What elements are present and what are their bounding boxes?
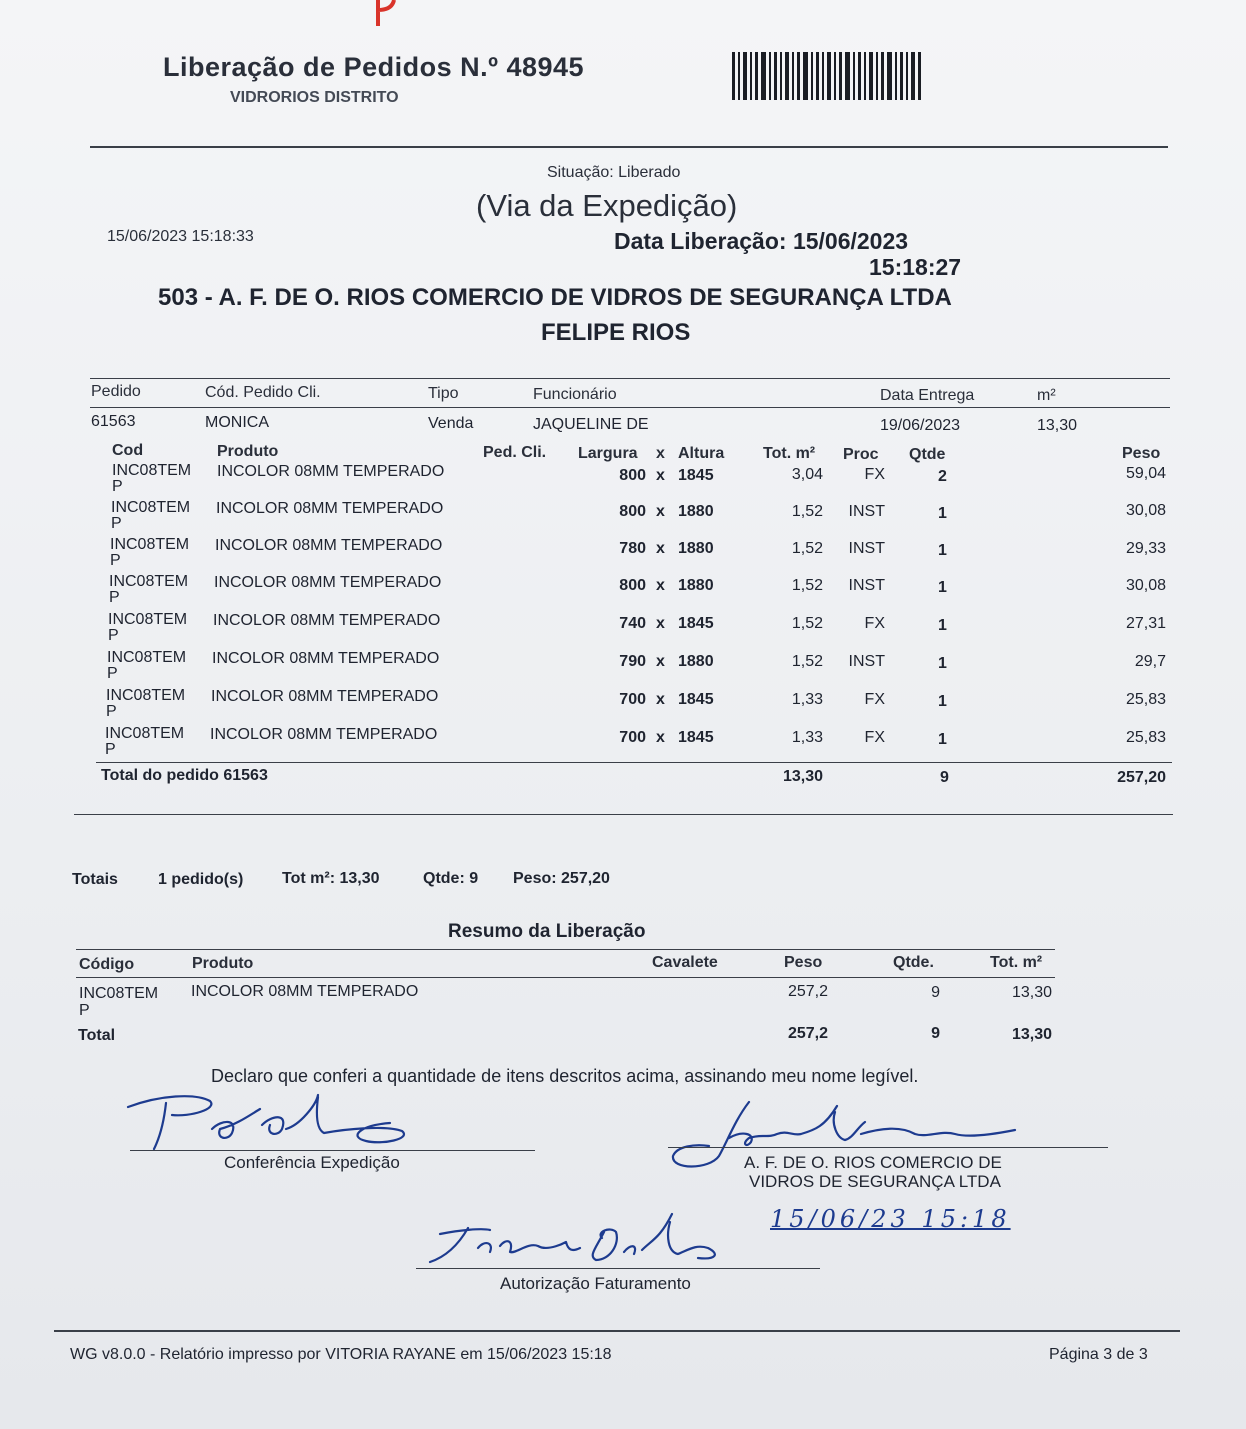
cell-largura: 700	[619, 691, 646, 708]
cell-cod: INC08TEM	[111, 499, 191, 516]
col-ped-cli: Ped. Cli.	[483, 444, 547, 461]
situacao-status: Situação: Liberado	[547, 164, 681, 181]
items-total-rule	[96, 762, 1172, 763]
table-row	[0, 610, 1246, 646]
cell-x: x	[656, 653, 665, 670]
order-total-qtde: 9	[940, 769, 949, 786]
resumo-col-produto: Produto	[192, 955, 254, 972]
cell-proc: FX	[864, 691, 885, 708]
cell-largura: 800	[619, 467, 646, 484]
cell-x: x	[656, 729, 665, 746]
table-row	[0, 686, 1246, 722]
cell-tot-m2: 3,04	[791, 466, 823, 483]
cell-x: x	[656, 467, 665, 484]
cell-cod: INC08TEM	[107, 649, 187, 666]
cell-qtde: 1	[938, 505, 947, 522]
document-subtitle: VIDRORIOS DISTRITO	[230, 89, 399, 106]
resumo-total-qtde: 9	[931, 1025, 940, 1042]
cell-produto: INCOLOR 08MM TEMPERADO	[217, 463, 445, 480]
cell-proc: INST	[848, 653, 885, 670]
cell-x: x	[656, 540, 665, 557]
cell-qtde: 1	[938, 579, 947, 596]
resumo-col-peso: Peso	[784, 954, 823, 971]
cell-proc: FX	[864, 729, 885, 746]
cell-x: x	[656, 691, 665, 708]
cell-cod-suffix: P	[109, 589, 120, 606]
cell-produto: INCOLOR 08MM TEMPERADO	[215, 537, 443, 554]
via-label: (Via da Expedição)	[476, 188, 738, 223]
cell-produto: INCOLOR 08MM TEMPERADO	[211, 688, 439, 705]
cell-altura: 1845	[678, 729, 714, 746]
col-produto: Produto	[217, 443, 279, 460]
cell-qtde: 1	[938, 542, 947, 559]
cell-peso: 29,33	[1125, 540, 1166, 557]
cell-cod: INC08TEM	[110, 536, 190, 553]
cell-peso: 27,31	[1125, 615, 1166, 632]
totais-label: Totais	[72, 871, 118, 888]
cell-altura: 1880	[678, 503, 714, 520]
resumo-cell-qtde: 9	[931, 984, 940, 1001]
cell-largura: 790	[619, 653, 646, 670]
cell-cod-suffix: P	[106, 703, 117, 720]
company-line2: VIDROS DE SEGURANÇA LTDA	[749, 1172, 1001, 1191]
cell-produto: INCOLOR 08MM TEMPERADO	[213, 612, 441, 629]
order-total-m2: 13,30	[782, 768, 823, 785]
data-liberacao: Data Liberação: 15/06/2023	[614, 228, 909, 254]
cell-cod: INC08TEM	[109, 573, 189, 590]
cell-qtde: 1	[938, 693, 947, 710]
cell-proc: INST	[848, 503, 885, 520]
order-total-label: Total do pedido 61563	[101, 767, 268, 784]
client-person: FELIPE RIOS	[541, 319, 691, 346]
cell-peso: 25,83	[1125, 691, 1166, 708]
cell-cod-suffix: P	[107, 665, 118, 682]
resumo-col-qtde: Qtde.	[893, 954, 934, 971]
col-funcionario: Funcionário	[533, 386, 617, 403]
col-tot-m2: Tot. m²	[763, 445, 816, 462]
cell-proc: INST	[848, 540, 885, 557]
declaration-text: Declaro que conferi a quantidade de itens descritos acima, assinando meu nome legível.	[211, 1066, 919, 1086]
cell-tot-m2: 1,52	[791, 615, 823, 632]
cell-altura: 1880	[678, 577, 714, 594]
company-name: 503 - A. F. DE O. RIOS COMERCIO DE VIDROS DE SEGURANÇA LTDA	[158, 284, 952, 311]
resumo-col-cavalete: Cavalete	[652, 954, 718, 971]
cell-largura: 700	[619, 729, 646, 746]
items-bottom-rule	[74, 814, 1173, 815]
handwritten-date: 15/06/23 15:18	[770, 1205, 1011, 1233]
cell-produto: INCOLOR 08MM TEMPERADO	[214, 574, 442, 591]
header-divider	[90, 146, 1168, 148]
order-tipo: Venda	[428, 415, 474, 432]
resumo-title: Resumo da Liberação	[448, 921, 646, 942]
footer-rule	[54, 1330, 1180, 1332]
cell-tot-m2: 1,52	[791, 540, 823, 557]
cell-cod: INC08TEM	[105, 725, 185, 742]
cell-tot-m2: 1,33	[791, 691, 823, 708]
cell-largura: 780	[619, 540, 646, 557]
resumo-col-codigo: Código	[79, 956, 135, 973]
totais-qtde: Qtde: 9	[423, 870, 479, 887]
cell-x: x	[656, 503, 665, 520]
cell-qtde: 2	[938, 468, 947, 485]
cell-peso: 29,7	[1134, 653, 1166, 670]
resumo-cell-produto: INCOLOR 08MM TEMPERADO	[191, 983, 419, 1000]
col-qtde: Qtde	[909, 446, 946, 463]
order-data-entrega: 19/06/2023	[880, 417, 961, 434]
cell-tot-m2: 1,52	[791, 503, 823, 520]
col-m2: m²	[1037, 387, 1056, 404]
resumo-total-tot-m2: 13,30	[1011, 1026, 1052, 1043]
cell-peso: 59,04	[1125, 465, 1166, 482]
barcode	[732, 52, 922, 100]
cell-produto: INCOLOR 08MM TEMPERADO	[216, 500, 444, 517]
cell-peso: 30,08	[1125, 502, 1166, 519]
cell-cod: INC08TEM	[106, 687, 186, 704]
cell-altura: 1880	[678, 653, 714, 670]
order-top-rule	[90, 378, 1170, 379]
cell-qtde: 1	[938, 617, 947, 634]
totais-pedidos: 1 pedido(s)	[158, 871, 244, 888]
totais-peso: Peso: 257,20	[513, 870, 610, 887]
resumo-cell-codigo: INC08TEM	[79, 985, 159, 1002]
autorizacao-label: Autorização Faturamento	[500, 1274, 691, 1293]
cell-cod-suffix: P	[110, 552, 121, 569]
totais-m2: Tot m²: 13,30	[282, 870, 380, 887]
col-peso: Peso	[1122, 445, 1161, 462]
cell-largura: 740	[619, 615, 646, 632]
cell-tot-m2: 1,52	[791, 653, 823, 670]
cell-cod-suffix: P	[105, 741, 116, 758]
cell-proc: FX	[864, 466, 885, 483]
cell-largura: 800	[619, 577, 646, 594]
resumo-cell-codigo-suffix: P	[79, 1002, 90, 1019]
conferencia-signature-line	[130, 1150, 535, 1151]
col-largura: Largura	[578, 445, 638, 462]
footer-page-number: Página 3 de 3	[1049, 1346, 1148, 1363]
col-cod: Cod	[112, 442, 144, 459]
resumo-cell-peso: 257,2	[787, 983, 828, 1000]
table-row	[0, 648, 1246, 684]
resumo-total-label: Total	[78, 1027, 116, 1044]
company-signature-line	[668, 1147, 1108, 1148]
cell-cod-suffix: P	[111, 515, 122, 532]
cell-tot-m2: 1,33	[791, 729, 823, 746]
data-liberacao-time: 15:18:27	[869, 254, 962, 280]
resumo-total-peso: 257,2	[787, 1025, 828, 1042]
document-title: Liberação de Pedidos N.º 48945	[163, 52, 585, 82]
col-proc: Proc	[843, 446, 879, 463]
col-pedido: Pedido	[91, 383, 141, 400]
conferencia-label: Conferência Expedição	[224, 1153, 400, 1172]
cell-qtde: 1	[938, 731, 947, 748]
cell-altura: 1845	[678, 691, 714, 708]
cell-altura: 1880	[678, 540, 714, 557]
footer-report-info: WG v8.0.0 - Relatório impresso por VITORIA RAYANE em 15/06/2023 15:18	[70, 1346, 612, 1363]
order-cod-pedido-cli: MONICA	[205, 414, 269, 431]
cell-proc: INST	[848, 577, 885, 594]
cell-peso: 30,08	[1125, 577, 1166, 594]
cell-proc: FX	[864, 615, 885, 632]
table-row	[0, 462, 1246, 498]
cell-produto: INCOLOR 08MM TEMPERADO	[212, 650, 440, 667]
cell-tot-m2: 1,52	[791, 577, 823, 594]
cell-cod: INC08TEM	[112, 462, 192, 479]
cell-peso: 25,83	[1125, 729, 1166, 746]
cell-cod: INC08TEM	[108, 611, 188, 628]
col-x: x	[656, 445, 665, 462]
order-m2: 13,30	[1037, 417, 1078, 434]
print-datetime: 15/06/2023 15:18:33	[107, 228, 254, 245]
col-cod-pedido-cli: Cód. Pedido Cli.	[205, 384, 321, 401]
company-line1: A. F. DE O. RIOS COMERCIO DE	[744, 1153, 1002, 1172]
order-header-rule	[90, 407, 1170, 408]
resumo-top-rule	[76, 949, 1055, 950]
cell-produto: INCOLOR 08MM TEMPERADO	[210, 726, 438, 743]
resumo-col-tot-m2: Tot. m²	[990, 954, 1043, 971]
col-altura: Altura	[678, 445, 725, 462]
cell-largura: 800	[619, 503, 646, 520]
table-row	[0, 573, 1246, 609]
cell-altura: 1845	[678, 615, 714, 632]
autorizacao-signature-line	[416, 1268, 820, 1269]
order-total-peso: 257,20	[1117, 769, 1166, 786]
autorizacao-signature	[420, 1208, 740, 1273]
cell-x: x	[656, 615, 665, 632]
order-pedido: 61563	[91, 413, 136, 430]
table-row	[0, 536, 1246, 572]
cell-cod-suffix: P	[108, 627, 119, 644]
table-row	[0, 724, 1246, 760]
resumo-cell-tot-m2: 13,30	[1011, 984, 1052, 1001]
col-tipo: Tipo	[428, 385, 459, 402]
cell-cod-suffix: P	[112, 478, 123, 495]
table-row	[0, 499, 1246, 535]
col-data-entrega: Data Entrega	[880, 387, 975, 404]
cell-x: x	[656, 577, 665, 594]
resumo-header-rule	[76, 977, 1055, 978]
order-funcionario: JAQUELINE DE	[533, 416, 649, 433]
conferencia-signature	[120, 1085, 420, 1155]
cell-altura: 1845	[678, 467, 714, 484]
cell-qtde: 1	[938, 655, 947, 672]
red-stamp-mark	[372, 0, 402, 32]
